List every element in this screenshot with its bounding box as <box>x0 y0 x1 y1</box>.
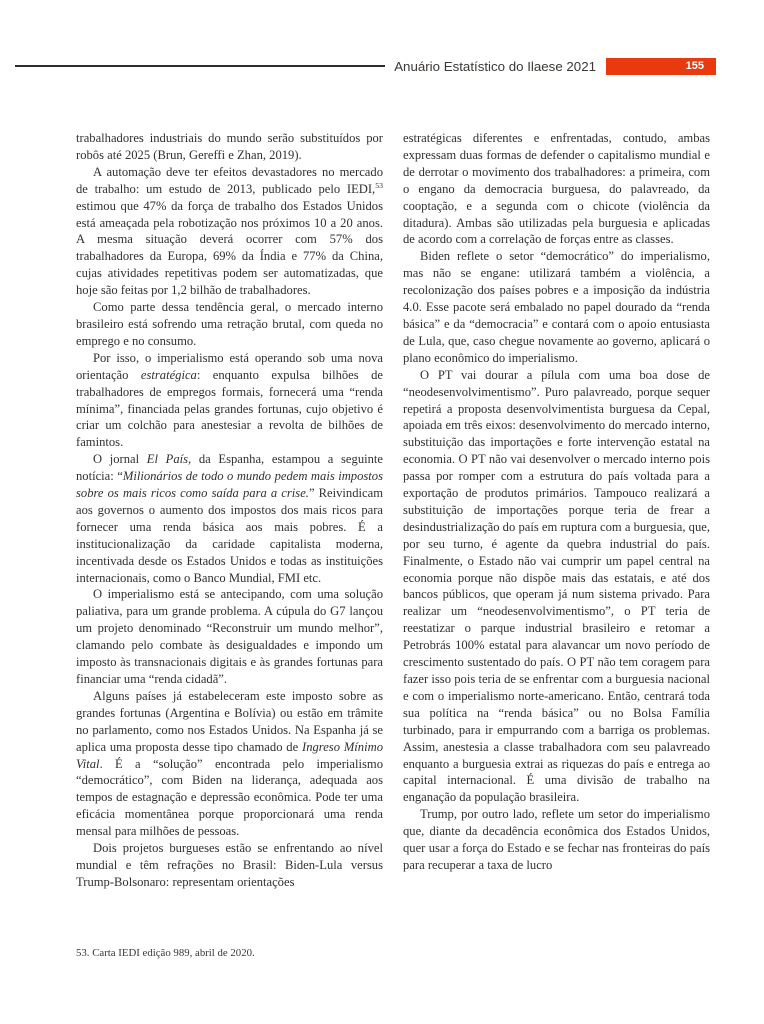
text-segment: ” Reivindicam aos governos o aumento dos impostos dos mais ricos para fornecer uma renda básica aos mais pobres. É a institucionalização da caridade capitalista moderna, incentivada desde os Estados Unidos e todas as instituições internacionais, como o Banco Mundial, FMI etc. <box>76 486 383 585</box>
text-segment: , da Espanha, estampou a seguinte notícia: “ <box>76 452 383 484</box>
paragraph <box>403 367 710 807</box>
text-segment: Alguns países já estabeleceram este imposto sobre as grandes fortunas (Argentina e Bolívia) ou estão em trâmite no parlamento, como nos Estados Unidos. Na Espanha já se aplica uma proposta desse tipo chamado de <box>76 688 383 754</box>
paragraph <box>76 451 383 586</box>
running-header <box>15 57 716 75</box>
footnote-marker: 53 <box>375 180 383 190</box>
text-segment: Biden reflete o setor “democrático” do imperialismo, mas não se engane: utilizará também a violência, a recolonização dos países pobres e a imposição da indústria 4.0. Esse pacote será embalado no papel dourado da “renda básica” e da “democracia” e contará com o apoio entusiasta de Lula, que, caso chegue novamente ao governo, aplicará o plano econômico do imperialismo. <box>403 249 710 365</box>
text-segment: estimou que 47% da força de trabalho dos Estados Unidos está ameaçada pela robotização nos próximos 10 a 20 anos. A mesma situação deverá ocorrer com 57% dos trabalhadores da Europa, 69% da Índia e 77% da China, cujas atividades repetitivas podem ser automatizadas, que hoje são feitas por 1,2 bilhão de trabalhadores. <box>76 198 383 298</box>
paragraph <box>76 350 383 451</box>
paragraph <box>403 806 710 874</box>
text-segment: . É a “solução” encontrada pelo imperialismo “democrático”, com Biden na liderança, adequada aos tempos de estagnação e depressão econômica. Pode ter uma eficácia momentânea porque proporcionará uma renda mensal para milhões de pessoas. <box>76 756 383 839</box>
footnote: 53. Carta IEDI edição 989, abril de 2020. <box>76 947 255 959</box>
paragraph <box>76 164 383 299</box>
text-segment: Dois projetos burgueses estão se enfrentando ao nível mundial e têm refrações no Brasil: Biden-Lula versus Trump-Bolsonaro: representam orientações <box>76 841 383 889</box>
text-segment: Trump, por outro lado, reflete um setor do imperialismo que, diante da decadência econômica dos Estados Unidos, quer usar a força do Estado e se fechar nas fronteiras do país para recuperar a taxa de lucro <box>403 807 710 872</box>
paragraph <box>76 688 383 840</box>
text-segment: Por isso, o imperialismo está operando sob uma nova orientação <box>76 350 383 382</box>
header-rule <box>15 65 385 67</box>
body-text <box>76 130 710 930</box>
right-column <box>403 130 710 930</box>
text-segment: O imperialismo está se antecipando, com uma solução paliativa, para um grande problema. A cúpula do G7 lançou um projeto denominado “Reconstruir um mundo melhor”, clamando pelo combate às desigualdades e impondo um imposto às transnacionais digitais e às grandes fortunas para financiar uma “renda cidadã”. <box>76 587 383 686</box>
text-segment: O jornal <box>93 452 147 467</box>
text-segment: estratégicas diferentes e enfrentadas, contudo, ambas expressam duas formas de defender o capitalismo mundial e de derrotar o movimento dos trabalhadores: a primeira, com o engano da democracia burguesa, do palavreado, da cooptação, e a segunda com o chicote (violência da ditadura). Ambas são utilizadas pela burguesia e aplicadas de acordo com a correlação de forças entre as classes. <box>403 131 710 247</box>
paragraph <box>403 130 710 248</box>
text-segment: trabalhadores industriais do mundo serão substituídos por robôs até 2025 (Brun, Gereffi e Zhan, 2019). <box>76 131 383 162</box>
text-segment: A automação deve ter efeitos devastadores no mercado de trabalho: um estudo de 2013, publicado pelo IEDI, <box>76 164 383 196</box>
paragraph <box>76 299 383 350</box>
italic-text: estratégica <box>140 367 197 382</box>
italic-text: Ingreso Mínimo Vital <box>76 739 383 771</box>
paragraph <box>76 840 383 891</box>
paragraph <box>76 586 383 687</box>
left-column <box>76 130 383 930</box>
italic-text: El País <box>146 452 189 467</box>
italic-text: Milionários de todo o mundo pedem mais impostos sobre os mais ricos como saída para a crise. <box>76 469 383 501</box>
paragraph <box>403 248 710 366</box>
text-segment: O PT vai dourar a pílula com uma boa dose de “neodesenvolvimentismo”. Puro palavreado, porque sequer repetirá a proposta desenvolvimentista burguesa da Cepal, apoiada em três eixos: desenvolvimento do mercado interno, substituição das importações e forte intervenção estatal na economia. O PT não vai desenvolver o mercado interno pois passa por romper com a estrutura do país voltada para a exportação de produtos primários. Tampouco realizará a substituição de importações porque teria de frear a desindustrialização do país em ruptura com a burguesia, que, por seu turno, é agente da quebra industrial do país. Finalmente, o Estado não vai cumprir um papel central na economia porque não dispõe mais das estatais, e até dos bancos públicos, que operam já num sistema privado. Para realizar um “neodesenvolvimentismo”, o PT teria de reestatizar o parque industrial brasileiro e retomar a Petrobrás 100% estatal para alavancar um novo período de crescimento sustentado do país. O PT não tem coragem para fazer isso pois teria de se enfrentar com a burguesia nacional e com o imperialismo norte-americano. Então, centrará toda sua política na “renda básica” ou no Bolsa Família turbinado, para ir empurrando com a barriga os problemas. Assim, anestesia a classe trabalhadora com seu palavreado enquanto a burguesia extrai as riquezas do país e entrega ao capital internacional. É uma divisão de trabalho na enganação da população brasileira. <box>403 367 710 805</box>
paragraph <box>76 130 383 164</box>
page-number: 155 <box>685 59 704 72</box>
page-number-badge <box>606 58 716 75</box>
running-header-title: Anuário Estatístico do Ilaese 2021 <box>394 58 596 74</box>
text-segment: Como parte dessa tendência geral, o mercado interno brasileiro está sofrendo uma retração brutal, com queda no emprego e no consumo. <box>76 300 383 348</box>
text-segment: : enquanto expulsa bilhões de trabalhadores de empregos formais, fornecerá uma “renda mínima”, financiada pelas grandes fortunas, cujo objetivo é criar um colchão para anestesiar a revolta de bilhões de famintos. <box>76 367 383 450</box>
